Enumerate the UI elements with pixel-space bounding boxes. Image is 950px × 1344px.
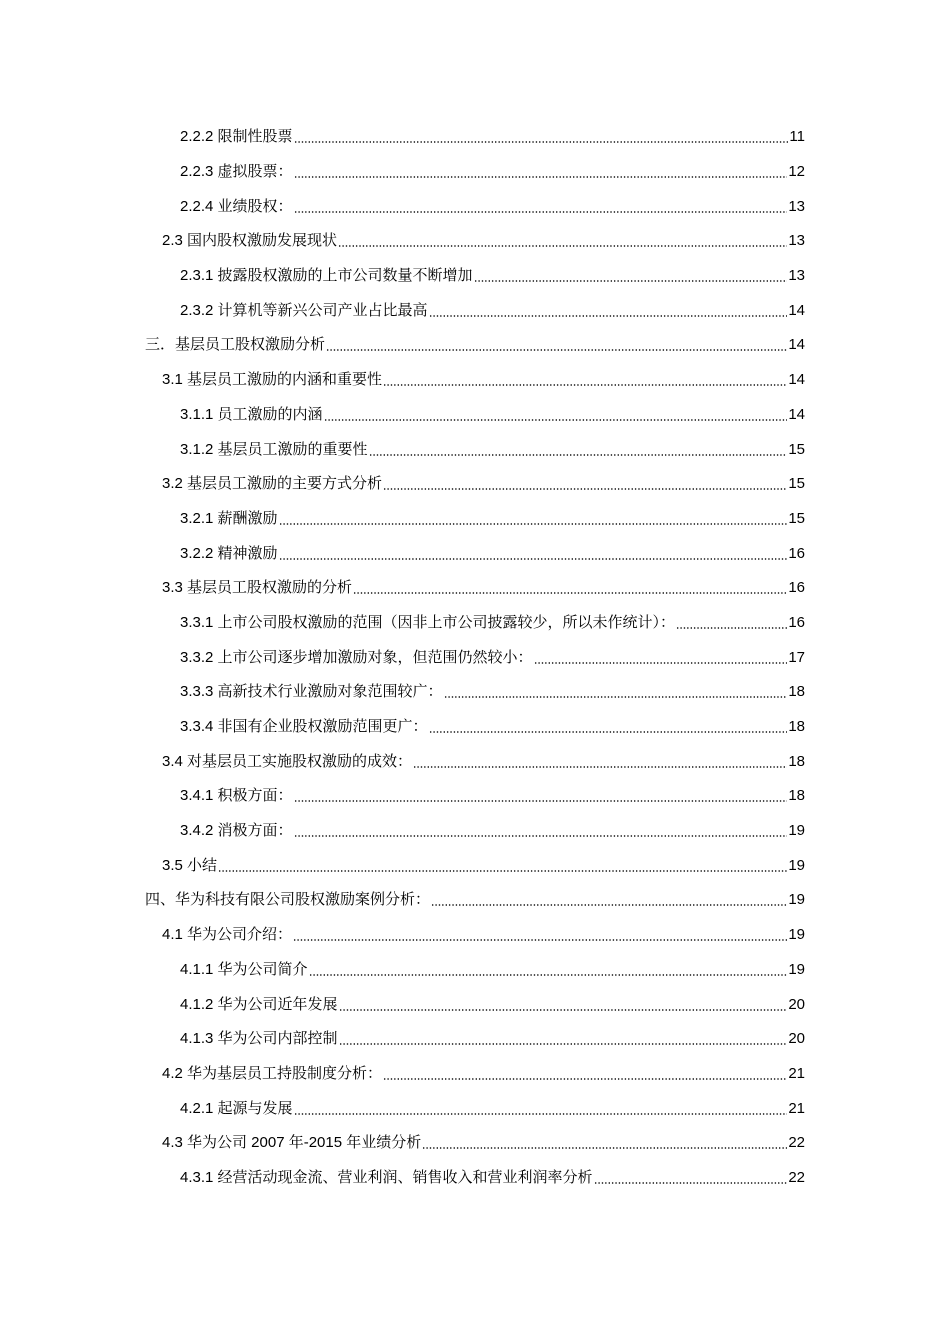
toc-entry[interactable] (0, 571, 950, 606)
toc-dot-leader (324, 417, 788, 423)
toc-entry-page-number: 14 (788, 301, 805, 319)
toc-dot-leader (413, 764, 787, 770)
toc-entry[interactable] (0, 1022, 950, 1057)
toc-entry-page-number: 19 (788, 891, 805, 909)
toc-entry-title: 2.2.2 限制性股票 (180, 128, 293, 146)
toc-entry-page-number: 19 (788, 822, 805, 840)
toc-entry-title: 3.4.2 消极方面： (180, 822, 293, 840)
toc-entry[interactable] (0, 432, 950, 467)
toc-entry-page-number: 12 (788, 163, 805, 181)
toc-entry-title: 3.2 基层员工激励的主要方式分析 (162, 475, 383, 493)
toc-dot-leader (294, 209, 788, 215)
toc-entry-title: 4.1.1 华为公司简介 (180, 960, 308, 978)
toc-entry[interactable] (0, 328, 950, 363)
toc-entry-page-number: 20 (788, 995, 805, 1013)
toc-entry[interactable] (0, 1161, 950, 1196)
toc-entry[interactable] (0, 779, 950, 814)
toc-dot-leader (294, 139, 789, 145)
toc-entry-title: 4.2 华为基层员工持股制度分析： (162, 1064, 383, 1082)
toc-entry-page-number: 22 (788, 1134, 805, 1152)
toc-dot-leader (338, 243, 787, 249)
toc-entry[interactable] (0, 640, 950, 675)
toc-dot-leader (429, 313, 788, 319)
toc-dot-leader (294, 1111, 788, 1117)
toc-entry-page-number: 13 (788, 197, 805, 215)
toc-entry-page-number: 11 (789, 128, 805, 146)
toc-entry-title: 2.2.3 虚拟股票： (180, 163, 293, 181)
toc-entry-page-number: 18 (788, 683, 805, 701)
table-of-contents (0, 120, 950, 1195)
toc-entry-title: 3.3.3 高新技术行业激励对象范围较广： (180, 683, 443, 701)
toc-entry[interactable] (0, 918, 950, 953)
toc-entry-title: 3.2.2 精神激励 (180, 544, 278, 562)
toc-entry[interactable] (0, 1126, 950, 1161)
toc-entry[interactable] (0, 502, 950, 537)
toc-entry[interactable] (0, 120, 950, 155)
toc-entry[interactable] (0, 155, 950, 190)
toc-dot-leader (369, 452, 788, 458)
toc-entry-title: 2.3.1 披露股权激励的上市公司数量不断增加 (180, 267, 473, 285)
toc-entry[interactable] (0, 987, 950, 1022)
toc-entry-page-number: 14 (788, 405, 805, 423)
toc-dot-leader (339, 1041, 788, 1047)
toc-dot-leader (279, 521, 788, 527)
toc-entry-page-number: 13 (788, 232, 805, 250)
toc-entry-page-number: 13 (788, 267, 805, 285)
toc-dot-leader (676, 625, 787, 631)
toc-dot-leader (293, 937, 787, 943)
toc-entry-title: 3.3.1 上市公司股权激励的范围（因非上市公司披露较少，所以未作统计）： (180, 613, 676, 631)
toc-entry-title: 4.1 华为公司介绍： (162, 926, 293, 944)
toc-entry[interactable] (0, 710, 950, 745)
toc-entry-title: 3.4.1 积极方面： (180, 787, 293, 805)
toc-entry-title: 3.5 小结 (162, 856, 218, 874)
toc-entry-page-number: 17 (788, 648, 805, 666)
toc-dot-leader (594, 1180, 788, 1186)
toc-entry[interactable] (0, 744, 950, 779)
toc-dot-leader (218, 868, 787, 874)
toc-entry-page-number: 18 (788, 752, 805, 770)
toc-entry-title: 3.3 基层员工股权激励的分析 (162, 579, 353, 597)
toc-dot-leader (339, 1007, 788, 1013)
toc-entry[interactable] (0, 814, 950, 849)
toc-entry[interactable] (0, 467, 950, 502)
toc-dot-leader (309, 972, 788, 978)
toc-entry-page-number: 16 (788, 544, 805, 562)
toc-entry-page-number: 19 (788, 856, 805, 874)
toc-dot-leader (383, 486, 787, 492)
toc-entry[interactable] (0, 1091, 950, 1126)
toc-dot-leader (431, 902, 787, 908)
toc-entry-page-number: 20 (788, 1030, 805, 1048)
toc-dot-leader (294, 833, 788, 839)
toc-entry-page-number: 16 (788, 613, 805, 631)
toc-entry-title: 3.1.1 员工激励的内涵 (180, 405, 323, 423)
toc-entry-title: 3.2.1 薪酬激励 (180, 509, 278, 527)
toc-entry-title: 2.3.2 计算机等新兴公司产业占比最高 (180, 301, 428, 319)
toc-entry[interactable] (0, 259, 950, 294)
toc-entry-page-number: 21 (788, 1099, 805, 1117)
toc-entry-page-number: 16 (788, 579, 805, 597)
toc-dot-leader (294, 798, 788, 804)
toc-entry-page-number: 15 (788, 509, 805, 527)
toc-dot-leader (326, 347, 787, 353)
toc-dot-leader (534, 660, 788, 666)
toc-dot-leader (444, 694, 788, 700)
toc-dot-leader (279, 556, 788, 562)
toc-entry[interactable] (0, 398, 950, 433)
toc-entry-page-number: 14 (788, 371, 805, 389)
toc-entry-page-number: 15 (788, 440, 805, 458)
toc-entry[interactable] (0, 293, 950, 328)
toc-entry-title: 4.2.1 起源与发展 (180, 1099, 293, 1117)
toc-entry-title: 2.3 国内股权激励发展现状 (162, 232, 338, 250)
toc-entry[interactable] (0, 1057, 950, 1092)
toc-dot-leader (474, 278, 788, 284)
toc-entry[interactable] (0, 224, 950, 259)
toc-entry-title: 4.3.1 经营活动现金流、营业利润、销售收入和营业利润率分析 (180, 1168, 593, 1186)
toc-entry-title: 4.1.2 华为公司近年发展 (180, 995, 338, 1013)
toc-entry-title: 3.1.2 基层员工激励的重要性 (180, 440, 368, 458)
toc-dot-leader (353, 590, 787, 596)
toc-entry-page-number: 18 (788, 787, 805, 805)
toc-dot-leader (294, 174, 788, 180)
toc-entry-title: 3.3.2 上市公司逐步增加激励对象，但范围仍然较小： (180, 648, 533, 666)
toc-entry-page-number: 14 (788, 336, 805, 354)
toc-entry[interactable] (0, 953, 950, 988)
toc-entry-title: 3.3.4 非国有企业股权激励范围更广： (180, 718, 428, 736)
toc-entry[interactable] (0, 848, 950, 883)
toc-entry-page-number: 19 (788, 926, 805, 944)
toc-entry-title: 四、华为科技有限公司股权激励案例分析： (145, 891, 431, 909)
toc-entry-page-number: 18 (788, 718, 805, 736)
toc-entry-page-number: 15 (788, 475, 805, 493)
toc-entry-title: 三．基层员工股权激励分析 (145, 336, 326, 354)
toc-dot-leader (422, 1145, 787, 1151)
toc-entry-page-number: 21 (788, 1064, 805, 1082)
toc-entry-title: 3.4 对基层员工实施股权激励的成效： (162, 752, 413, 770)
toc-entry-title: 2.2.4 业绩股权： (180, 197, 293, 215)
toc-entry[interactable] (0, 606, 950, 641)
toc-entry-title: 4.3 华为公司 2007 年-2015 年业绩分析 (162, 1134, 422, 1152)
toc-entry-title: 4.1.3 华为公司内部控制 (180, 1030, 338, 1048)
toc-entry[interactable] (0, 675, 950, 710)
toc-entry[interactable] (0, 883, 950, 918)
toc-entry[interactable] (0, 363, 950, 398)
toc-dot-leader (429, 729, 788, 735)
toc-dot-leader (383, 1076, 787, 1082)
toc-entry-title: 3.1 基层员工激励的内涵和重要性 (162, 371, 383, 389)
toc-entry[interactable] (0, 536, 950, 571)
toc-entry[interactable] (0, 189, 950, 224)
toc-entry-page-number: 22 (788, 1168, 805, 1186)
toc-dot-leader (383, 382, 787, 388)
toc-entry-page-number: 19 (788, 960, 805, 978)
